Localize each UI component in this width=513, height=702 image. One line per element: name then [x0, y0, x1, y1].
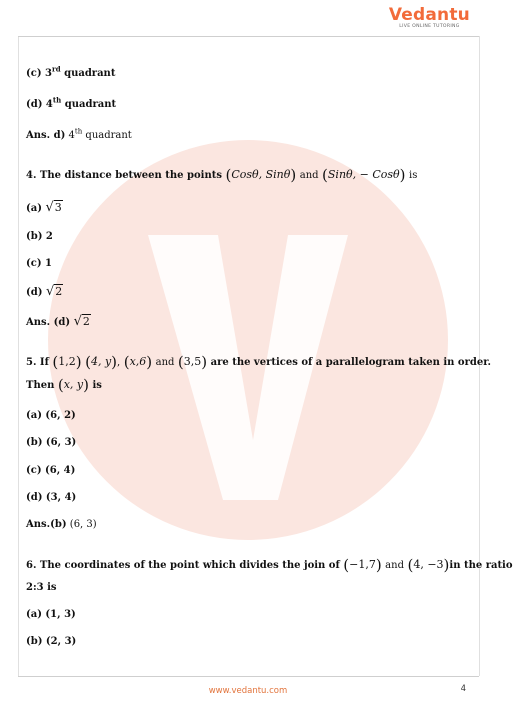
q4-answer: Ans. (d) √2	[26, 314, 90, 329]
footer-url-link[interactable]: www.vedantu.com	[208, 686, 288, 696]
page-number: 4	[460, 684, 466, 694]
q5-question: 5. If (1,2) (4, y), (x,6) and (3,5) are the vertices of a parallelogram taken in order.	[26, 353, 492, 371]
q5-option-a: (a) (6, 2)	[26, 410, 76, 421]
q3-option-d: (d) 4th quadrant	[26, 95, 117, 110]
q4-option-b: (b) 2	[26, 231, 53, 242]
vedantu-logo	[389, 6, 470, 30]
q5-option-b: (b) (6, 3)	[26, 437, 77, 448]
footer-divider	[18, 676, 479, 677]
q4-question: 4. The distance between the points (Cosθ, Sinθ) and (Sinθ, − Cosθ) is	[26, 166, 418, 184]
q4-option-a: (a) √3	[26, 200, 62, 215]
q6-question: 6. The coordinates of the point which divides the join of (−1,7) and (4, −3)in the ratio	[26, 556, 513, 574]
logo-wordmark: Vedantu	[388, 5, 470, 25]
q6-question-line2: 2:3 is	[26, 582, 57, 593]
q3-answer: Ans. d) 4th quadrant	[26, 127, 132, 141]
q6-option-b: (b) (2, 3)	[26, 636, 77, 647]
q5-option-d: (d) (3, 4)	[26, 492, 77, 503]
q3-option-c: (c) 3rd quadrant	[26, 64, 116, 79]
header-divider	[18, 36, 479, 37]
q5-question-line2: Then (x, y) is	[26, 376, 102, 394]
q5-option-c: (c) (6, 4)	[26, 465, 76, 476]
q6-option-a: (a) (1, 3)	[26, 609, 76, 620]
logo-tagline: LIVE ONLINE TUTORING	[399, 24, 460, 29]
q5-answer: Ans.(b) (6, 3)	[26, 519, 97, 530]
q4-option-d: (d) √2	[26, 284, 63, 299]
q4-option-c: (c) 1	[26, 258, 52, 269]
